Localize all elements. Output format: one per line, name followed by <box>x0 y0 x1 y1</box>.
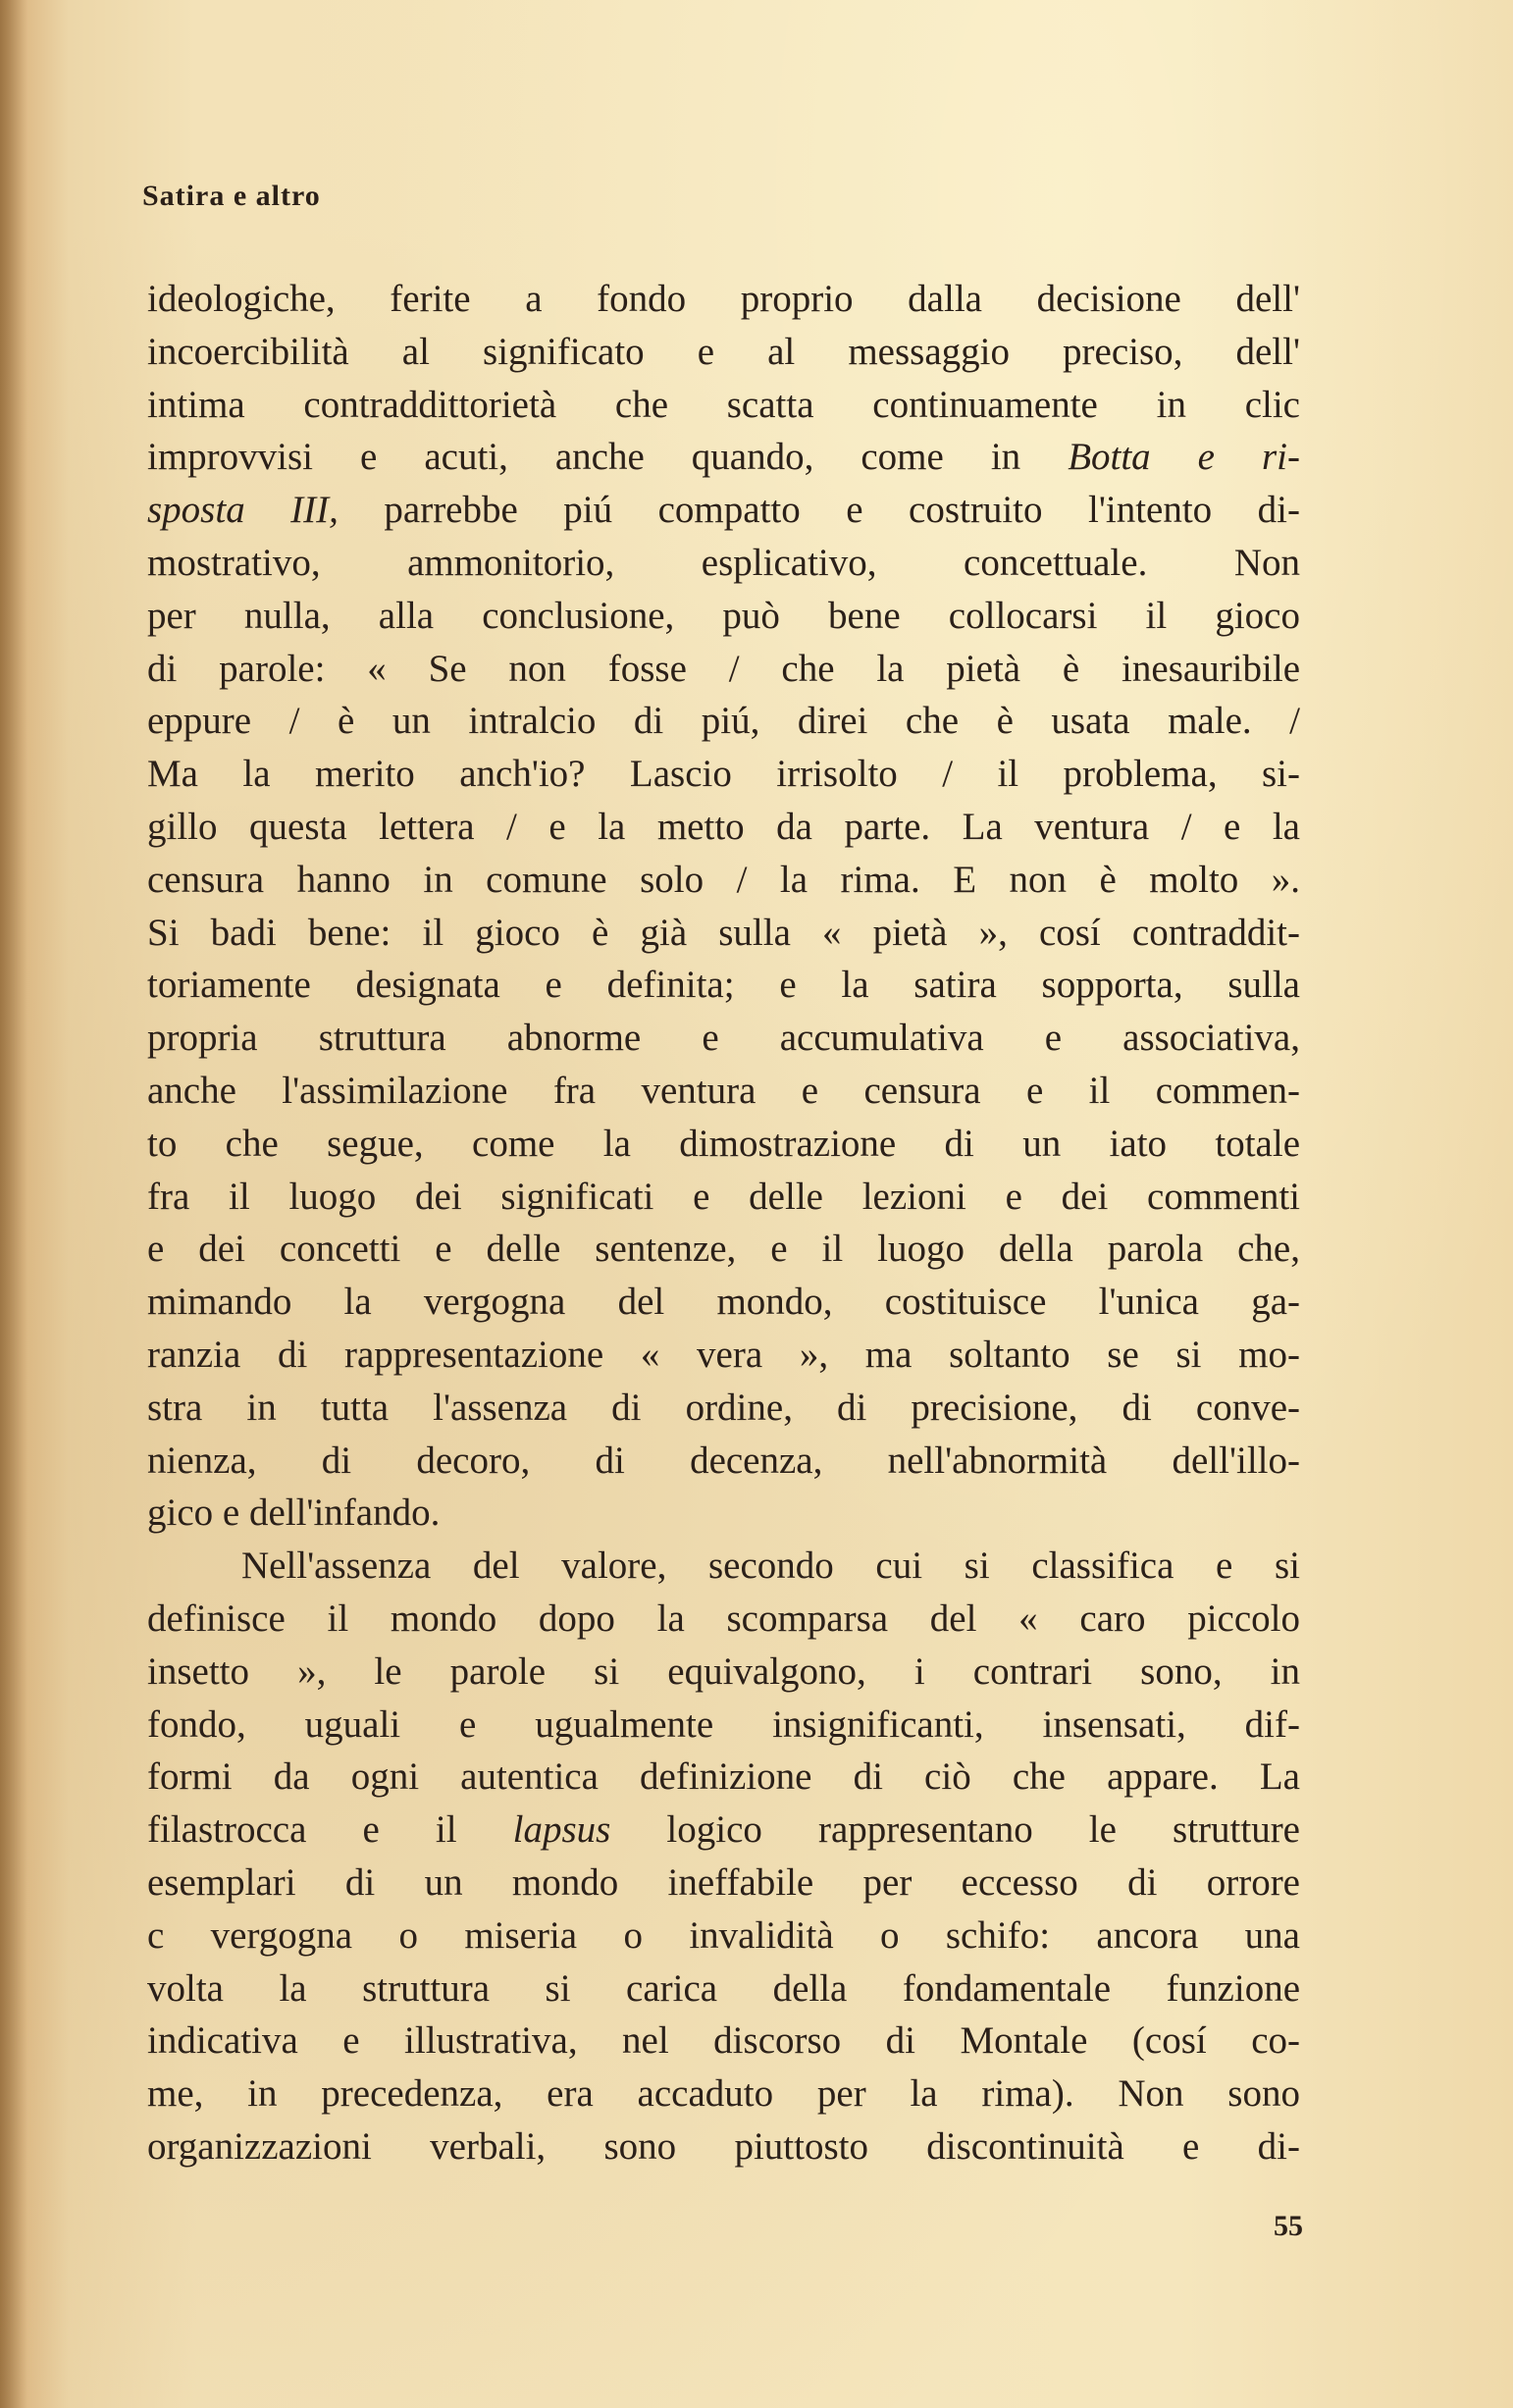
italic-title: lapsus <box>512 1808 611 1852</box>
text-line: me, in precedenza, era accaduto per la rima). Non sono <box>147 2072 1300 2116</box>
text-line: intima contraddittorietà che scatta continuamente in clic <box>147 383 1300 426</box>
text-line: Nell'assenza del valore, secondo cui si classifica e si <box>241 1544 1300 1588</box>
line-segment: logico rappresentano le strutture <box>610 1808 1300 1852</box>
text-line: gillo questa lettera / e la metto da parte. La ventura / e la <box>147 805 1300 848</box>
text-line: fondo, uguali e ugualmente insignificanti, insensati, dif- <box>147 1702 1300 1746</box>
text-line: eppure / è un intralcio di piú, direi che è usata male. / <box>147 700 1300 743</box>
line-segment: filastrocca e il <box>147 1808 513 1852</box>
text-line: toriamente designata e definita; e la satira sopporta, sulla <box>147 964 1300 1007</box>
body-text <box>147 273 1300 2173</box>
italic-title: sposta III, <box>147 489 339 532</box>
running-head: Satira e altro <box>142 180 321 212</box>
line-segment: parrebbe piú compatto e costruito l'intento di- <box>338 489 1300 532</box>
line-segment: improvvisi e acuti, anche quando, come in <box>147 436 1069 479</box>
text-line: anche l'assimilazione fra ventura e censura e il commen- <box>147 1069 1300 1112</box>
text-line: to che segue, come la dimostrazione di un iato totale <box>147 1122 1300 1165</box>
text-line: di parole: « Se non fosse / che la pietà è inesauribile <box>147 647 1300 690</box>
text-line: censura hanno in comune solo / la rima. E non è molto ». <box>147 858 1300 901</box>
text-line: Ma la merito anch'io? Lascio irrisolto / il problema, si- <box>147 753 1300 796</box>
text-line <box>147 1804 1300 1857</box>
text-line: indicativa e illustrativa, nel discorso di Montale (cosí co- <box>147 2019 1300 2063</box>
text-line: ideologiche, ferite a fondo proprio dalla decisione dell' <box>147 278 1300 320</box>
text-line: insetto », le parole si equivalgono, i contrari sono, in <box>147 1649 1300 1693</box>
text-line <box>147 431 1300 484</box>
text-line: incoercibilità al significato e al messaggio preciso, dell' <box>147 330 1300 373</box>
text-line <box>147 484 1300 537</box>
text-line: nienza, di decoro, di decenza, nell'abnormità dell'illo- <box>147 1439 1300 1482</box>
page-number: 55 <box>1274 2210 1303 2242</box>
text-line: gico e dell'infando. <box>147 1492 441 1535</box>
paragraph-1 <box>147 273 1300 1540</box>
text-line: formi da ogni autentica definizione di ciò che appare. La <box>147 1755 1300 1799</box>
text-line: propria struttura abnorme e accumulativa e associativa, <box>147 1017 1300 1060</box>
italic-title: Botta e ri- <box>1068 436 1301 479</box>
text-line: fra il luogo dei significati e delle lezioni e dei commenti <box>147 1175 1300 1218</box>
text-line: esemplari di un mondo ineffabile per eccesso di orrore <box>147 1860 1300 1904</box>
spine-shadow <box>0 0 27 2408</box>
text-line: per nulla, alla conclusione, può bene collocarsi il gioco <box>147 594 1300 637</box>
text-line: volta la struttura si carica della fondamentale funzione <box>147 1966 1300 2010</box>
text-line: Si badi bene: il gioco è già sulla « pietà », cosí contraddit- <box>147 911 1300 954</box>
text-line: c vergogna o miseria o invalidità o schifo: ancora una <box>147 1913 1300 1957</box>
text-line: definisce il mondo dopo la scomparsa del « caro piccolo <box>147 1597 1300 1640</box>
text-line: mimando la vergogna del mondo, costituisce l'unica ga- <box>147 1281 1300 1324</box>
text-line: ranzia di rappresentazione « vera », ma soltanto se si mo- <box>147 1333 1300 1376</box>
text-line: e dei concetti e delle sentenze, e il luogo della parola che, <box>147 1228 1300 1271</box>
text-line: organizzazioni verbali, sono piuttosto discontinuità e di- <box>147 2124 1300 2168</box>
paragraph-2 <box>147 1540 1300 2173</box>
text-line: stra in tutta l'assenza di ordine, di precisione, di conve- <box>147 1386 1300 1429</box>
text-line: mostrativo, ammonitorio, esplicativo, concettuale. Non <box>147 541 1300 584</box>
